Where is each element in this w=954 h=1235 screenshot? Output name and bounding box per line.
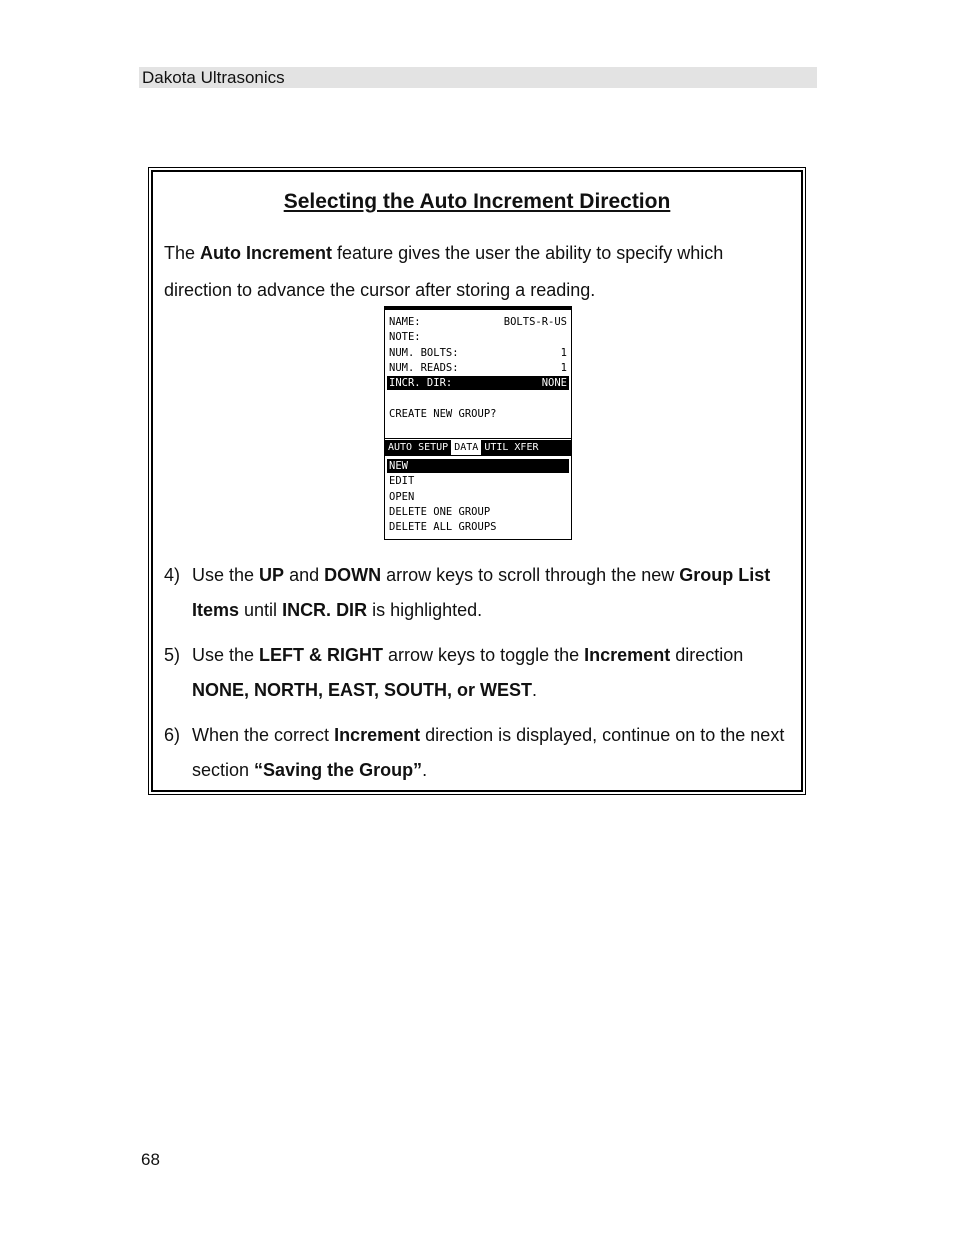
step-text-bold: Increment (334, 725, 421, 745)
step-text-plain: . (422, 760, 428, 780)
lcd-row-label: NAME: (389, 316, 421, 328)
intro-text-bold: Auto Increment (200, 243, 333, 263)
page-number: 68 (141, 1150, 160, 1169)
lcd-row (387, 330, 569, 344)
lcd-row (387, 407, 569, 421)
step-text-plain: direction is displayed, continue on to the next section (192, 725, 785, 780)
step-text-plain: until (239, 600, 283, 620)
step-text-plain: Use the (192, 645, 260, 665)
intro-text-post: feature gives the user the ability to specify which direction to advance the cursor after storing a reading. (164, 243, 724, 300)
step-text (192, 718, 794, 788)
lcd-list-item: DELETE ALL GROUPS (389, 521, 497, 534)
lcd-row-label: NUM. BOLTS: (389, 346, 459, 359)
step-text-plain: arrow keys to toggle the (383, 645, 585, 665)
lcd-row-value: NONE (541, 377, 567, 390)
lcd-row-label: NUM. READS: (389, 361, 459, 374)
lcd-row (387, 361, 569, 375)
company-name: Dakota Ultrasonics (142, 68, 285, 87)
step-number: 4) (164, 565, 181, 585)
step-item (164, 718, 794, 788)
lcd-menu-tab: AUTO SETUP (385, 440, 451, 455)
step-text-bold: “Saving the Group” (254, 760, 423, 780)
step-text-bold: NONE, NORTH, EAST, SOUTH, or WEST (192, 680, 533, 700)
step-text-bold: Increment (584, 645, 671, 665)
step-text-plain: direction (670, 645, 744, 665)
running-header (139, 67, 817, 88)
step-text-plain: arrow keys to scroll through the new (381, 565, 680, 585)
lcd-row-label: NOTE: (389, 331, 421, 344)
lcd-list-item: NEW (387, 459, 569, 473)
lcd-row-value: 1 (560, 361, 567, 374)
step-text-plain: . (532, 680, 538, 700)
section-title: Selecting the Auto Increment Direction (283, 190, 671, 213)
lcd-list-item: DELETE ONE GROUP (389, 505, 491, 518)
lcd-list-item: EDIT (389, 475, 415, 488)
lcd-row-value: 1 (560, 346, 567, 359)
step-text-plain: and (284, 565, 325, 585)
step-text (192, 558, 794, 628)
lcd-menu-tab: DATA (451, 440, 481, 455)
lcd-row (387, 392, 569, 406)
steps-list (164, 558, 794, 798)
lcd-row-value: BOLTS-R-US (503, 316, 567, 328)
lcd-row (387, 376, 569, 390)
lcd-top-border (385, 307, 571, 310)
intro-paragraph (164, 235, 789, 309)
step-text-bold: INCR. DIR (282, 600, 368, 620)
lcd-row (387, 346, 569, 360)
step-text-plain: Use the (192, 565, 260, 585)
step-text-plain: is highlighted. (367, 600, 483, 620)
lcd-menu-bar (385, 440, 571, 456)
lcd-row-label: INCR. DIR: (389, 377, 453, 390)
step-item (164, 558, 794, 628)
step-text-bold: LEFT & RIGHT (259, 645, 384, 665)
step-text (192, 638, 794, 708)
step-text-plain: When the correct (192, 725, 335, 745)
step-item (164, 638, 794, 708)
lcd-menu-tab: UTIL (481, 440, 511, 455)
step-text-bold: UP (259, 565, 285, 585)
step-text-bold: Group List Items (192, 565, 771, 620)
lcd-divider (385, 438, 571, 439)
lcd-row-label: CREATE NEW GROUP? (389, 407, 497, 420)
step-text-bold: DOWN (324, 565, 382, 585)
lcd-menu-tab: XFER (511, 440, 571, 455)
lcd-screen-image (384, 306, 572, 540)
lcd-row (387, 315, 569, 329)
step-number: 6) (164, 725, 181, 745)
lcd-list-item: OPEN (389, 490, 415, 503)
step-number: 5) (164, 645, 181, 665)
intro-text-pre: The (164, 243, 201, 263)
